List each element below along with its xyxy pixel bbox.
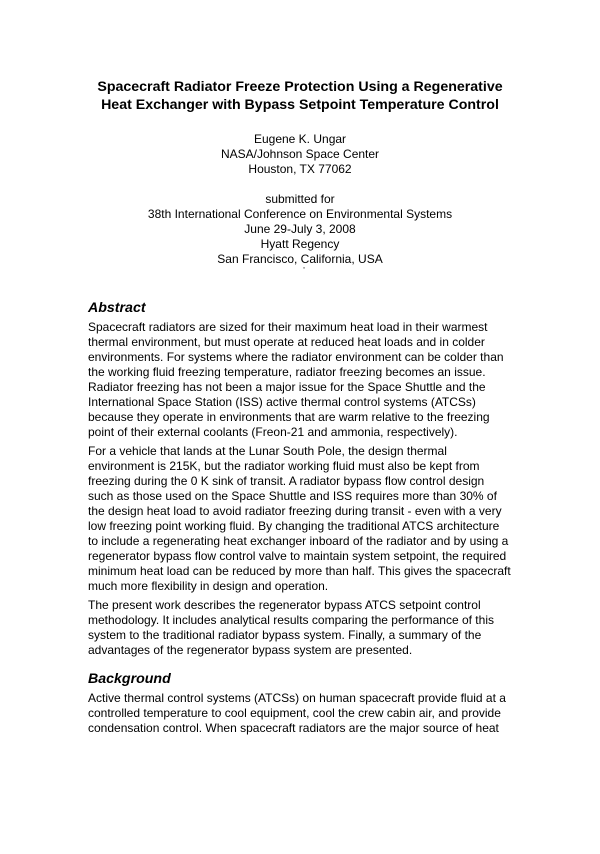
title-line-2: Heat Exchanger with Bypass Setpoint Temperature Control: [101, 97, 499, 113]
paper-title: [88, 78, 512, 114]
conference-name: 38th International Conference on Environmental Systems: [147, 207, 453, 221]
abstract-paragraph: The present work describes the regenerator bypass ATCS setpoint control methodology. It includes analytical results comparing the performance of this system to the traditional radiator bypass system. Finally, a summary of the advantages of the regenerator bypass system are presented.: [88, 598, 494, 657]
submission-block: [88, 192, 512, 275]
abstract-paragraph: For a vehicle that lands at the Lunar South Pole, the design thermal environment is 215K, but the radiator working fluid must also be kept from freezing during the 0 K sink of transit. A radiator bypass flow control design such as those used on the Space Shuttle and ISS requires more than 30% of the design heat load to avoid radiator freezing during transit - even with a very low freezing point working fluid. By changing the traditional ATCS architecture to include a regenerating heat exchanger inboard of the radiator and by using a regenerator bypass flow control valve to maintain system setpoint, the required minimum heat load can be reduced by more than half. This gives the spacecraft much more flexibility in design and operation.: [88, 444, 511, 593]
author-block: [88, 132, 512, 177]
background-paragraph: Active thermal control systems (ATCSs) on human spacecraft provide fluid at a controlled temperature to cool equipment, cool the crew cabin air, and provide condensation control. When spacecraft radiators are the major source of heat: [88, 691, 506, 735]
author-affiliation: NASA/Johnson Space Center: [220, 147, 380, 161]
submission-label: submitted for: [265, 192, 335, 206]
conference-city: San Francisco, California, USA: [217, 252, 383, 266]
author-location: Houston, TX 77062: [248, 162, 352, 176]
abstract-heading: Abstract: [88, 300, 146, 316]
conference-venue: Hyatt Regency: [260, 237, 340, 251]
background-heading: Background: [88, 671, 171, 687]
title-line-1: Spacecraft Radiator Freeze Protection Using a Regenerative: [97, 79, 503, 95]
author-name: Eugene K. Ungar: [253, 132, 347, 146]
abstract-paragraph: Spacecraft radiators are sized for their maximum heat load in their warmest thermal environment, but must operate at reduced heat loads and in colder environments. For systems where the radiator environment can be colder than the working fluid freezing temperature, radiator freezing becomes an issue. Radiator freezing has not been a major issue for the Space Shuttle and the International Space Station (ISS) active thermal control systems (ATCSs) because they operate in environments that are warm relative to the freezing point of their external coolants (Freon-21 and ammonia, respectively).: [88, 320, 504, 439]
conference-dates: June 29-July 3, 2008: [244, 222, 356, 236]
document-page: [0, 78, 600, 854]
stray-mark: ': [303, 266, 305, 275]
